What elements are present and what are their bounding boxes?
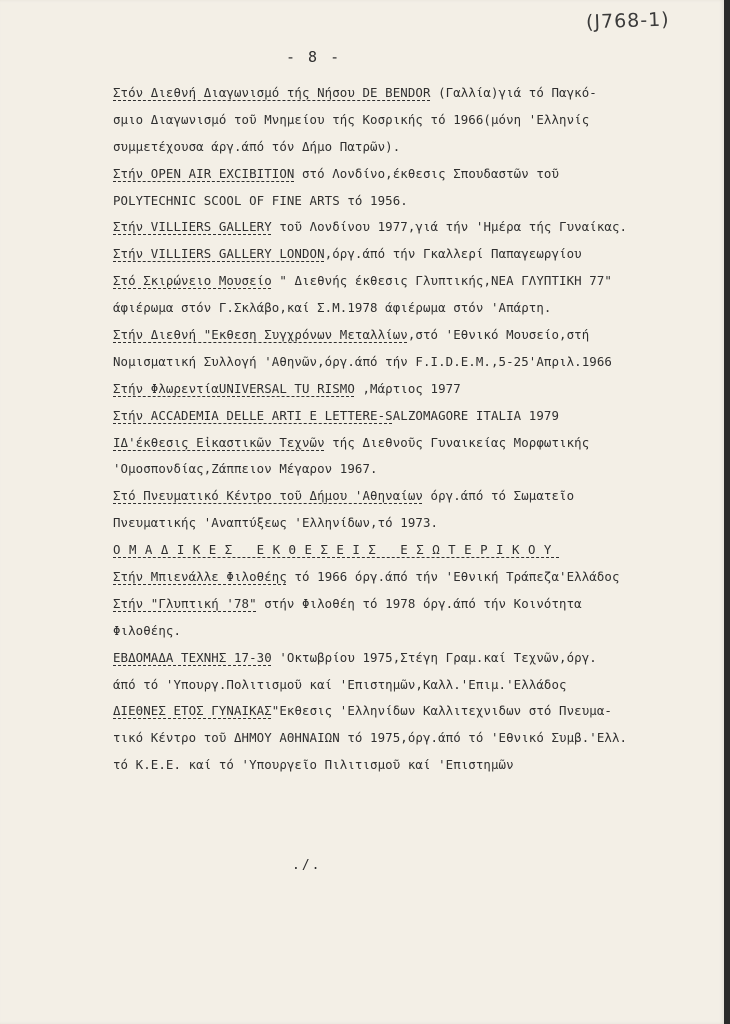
text-line <box>113 564 723 591</box>
underlined-heading: Στήν ACCADEMIA DELLE ARTI E LETTERE-S <box>113 407 393 423</box>
underlined-heading: ΙΔ'έκθεσις Εἰκαστικῶν Τεχνῶν <box>113 434 325 450</box>
handwritten-reference-note: (J768-1) <box>585 8 670 34</box>
line-text: Πνευματικής 'Αναπτύξεως 'Ελληνίδων,τό 1973. <box>113 515 439 531</box>
line-text: σμιο Διαγωνισμό τοῦ Μνημείου τής Κοσρικής τό 1966(μόνη 'Ελληνίς <box>113 111 590 127</box>
line-text: άπό τό 'Υπουργ.Πολιτισμοῦ καί 'Επιστημῶν,Καλλ.'Επιμ.'Ελλάδος <box>113 676 567 692</box>
line-text: 'Οκτωβρίου 1975,Στέγη Γραμ.καί Τεχνῶν,όργ. <box>271 649 597 665</box>
underlined-heading: Στόν Διεθνή Διαγωνισμό τής Νήσου DE BENDOR <box>113 85 431 100</box>
line-text: ,στό 'Εθνικό Μουσείο,στή <box>407 327 590 343</box>
text-line <box>113 510 723 537</box>
text-line <box>113 725 723 752</box>
line-text: τό Κ.Ε.Ε. καί τό 'Υπουργεῖο Πιλιτισμοῦ καί 'Επιστημῶν <box>113 757 514 773</box>
continuation-mark: ./. <box>292 858 322 873</box>
text-line <box>113 403 723 430</box>
text-line <box>113 456 723 483</box>
line-text: στήν Φιλοθέη τό 1978 όργ.άπό τήν Κοινότητα <box>256 595 582 611</box>
text-line <box>113 134 723 161</box>
underlined-heading: ΔΙΕΘΝΕΣ ΕΤΟΣ ΓΥΝΑΙΚΑΣ <box>113 703 272 719</box>
text-line <box>113 214 723 241</box>
line-text: τής Διεθνοῦς Γυναικείας Μορφωτικής <box>324 434 590 450</box>
line-text: POLYTECHNIC SCOOL OF FINE ARTS τό 1956. <box>113 192 408 208</box>
line-text: Νομισματική Συλλογή 'Αθηνῶν,όργ.άπό τήν F.I.D.E.M.,5-25'Απριλ.1966 <box>113 353 612 369</box>
text-line <box>113 645 723 672</box>
underlined-heading: Στό Πνευματικό Κέντρο τοῦ Δήμου 'Αθηναίων <box>113 488 423 504</box>
underlined-heading: Στήν ΦλωρεντίαUNIVERSAL TU RISMO <box>113 380 355 396</box>
line-text: τοῦ Λονδίνου 1977,γιά τήν 'Ημέρα τής Γυναίκας. <box>271 219 628 235</box>
line-text: τό 1966 όργ.άπό τήν 'Εθνική Τράπεζα'Ελλάδος <box>286 569 620 585</box>
underlined-heading: Στό Σκιρώνειο Μουσείο <box>113 273 272 289</box>
underlined-heading: Στήν Μπιενάλλε Φιλοθέης <box>113 569 287 585</box>
underlined-heading: Στήν "Γλυπτική '78" <box>113 595 257 611</box>
text-line <box>113 537 723 564</box>
text-line <box>113 241 723 268</box>
scan-edge <box>724 0 730 1024</box>
underlined-heading: Στήν Διεθνή "Εκθεση Συγχρόνων Μεταλλίων <box>113 327 408 343</box>
line-text: ,Μάρτιος 1977 <box>354 380 461 396</box>
text-line <box>113 618 723 645</box>
text-line <box>113 80 723 107</box>
line-text: "Εκθεσις 'Ελληνίδων Καλλιτεχνιδων στό Πνευμα- <box>271 703 612 719</box>
page-number: - 8 - <box>286 48 342 66</box>
line-text: ,όργ.άπό τήν Γκαλλερί Παπαγεωργίου <box>324 246 582 262</box>
text-line <box>113 295 723 322</box>
text-line <box>113 349 723 376</box>
underlined-heading: ΕΒΔΟΜΑΔΑ ΤΕΧΝΗΣ 17-30 <box>113 649 272 665</box>
underlined-heading: ΟΜΑΔΙΚΕΣ ΕΚΘΕΣΕΙΣ ΕΣΩΤΕΡΙΚΟΥ <box>113 542 560 558</box>
line-text: (Γαλλία)γιά τό Παγκό- <box>430 85 597 100</box>
underlined-heading: Στήν VILLIERS GALLERY <box>113 219 272 235</box>
text-line <box>113 430 723 457</box>
line-text: στό Λονδίνο,έκθεσις Σπουδαστῶν τοῦ <box>294 165 560 181</box>
underlined-heading: Στήν OPEN AIR EXCIBITION <box>113 165 295 181</box>
line-text: όργ.άπό τό Σωματεῖο <box>422 488 575 504</box>
text-line <box>113 322 723 349</box>
text-line <box>113 698 723 725</box>
line-text: τικό Κέντρο τοῦ ΔΗΜΟΥ ΑΘΗΝΑΙΩΝ τό 1975,όργ.άπό τό 'Εθνικό Συμβ.'Ελλ. <box>113 730 628 746</box>
line-text: " Διεθνής έκθεσις Γλυπτικής,ΝΕΑ ΓΛΥΠΤΙΚΗ 77" <box>271 273 612 289</box>
text-line <box>113 376 723 403</box>
text-line <box>113 188 723 215</box>
text-line <box>113 591 723 618</box>
line-text: ALZOMAGORE ITALIA 1979 <box>392 407 560 423</box>
underlined-heading: Στήν VILLIERS GALLERY LONDON <box>113 246 325 262</box>
text-line <box>113 107 723 134</box>
line-text: Φιλοθέης. <box>113 622 182 638</box>
text-line <box>113 268 723 295</box>
line-text: συμμετέχουσα άργ.άπό τόν Δήμο Πατρῶν). <box>113 138 401 154</box>
text-line <box>113 672 723 699</box>
text-line <box>113 483 723 510</box>
text-line <box>113 752 723 779</box>
line-text: 'Ομοσπονδίας,Ζάππειον Μέγαρον 1967. <box>113 461 378 477</box>
line-text: άφιέρωμα στόν Γ.Σκλάβο,καί Σ.Μ.1978 άφιέρωμα στόν 'Απάρτη. <box>113 300 552 316</box>
text-line <box>113 161 723 188</box>
typed-text-body <box>113 80 723 779</box>
